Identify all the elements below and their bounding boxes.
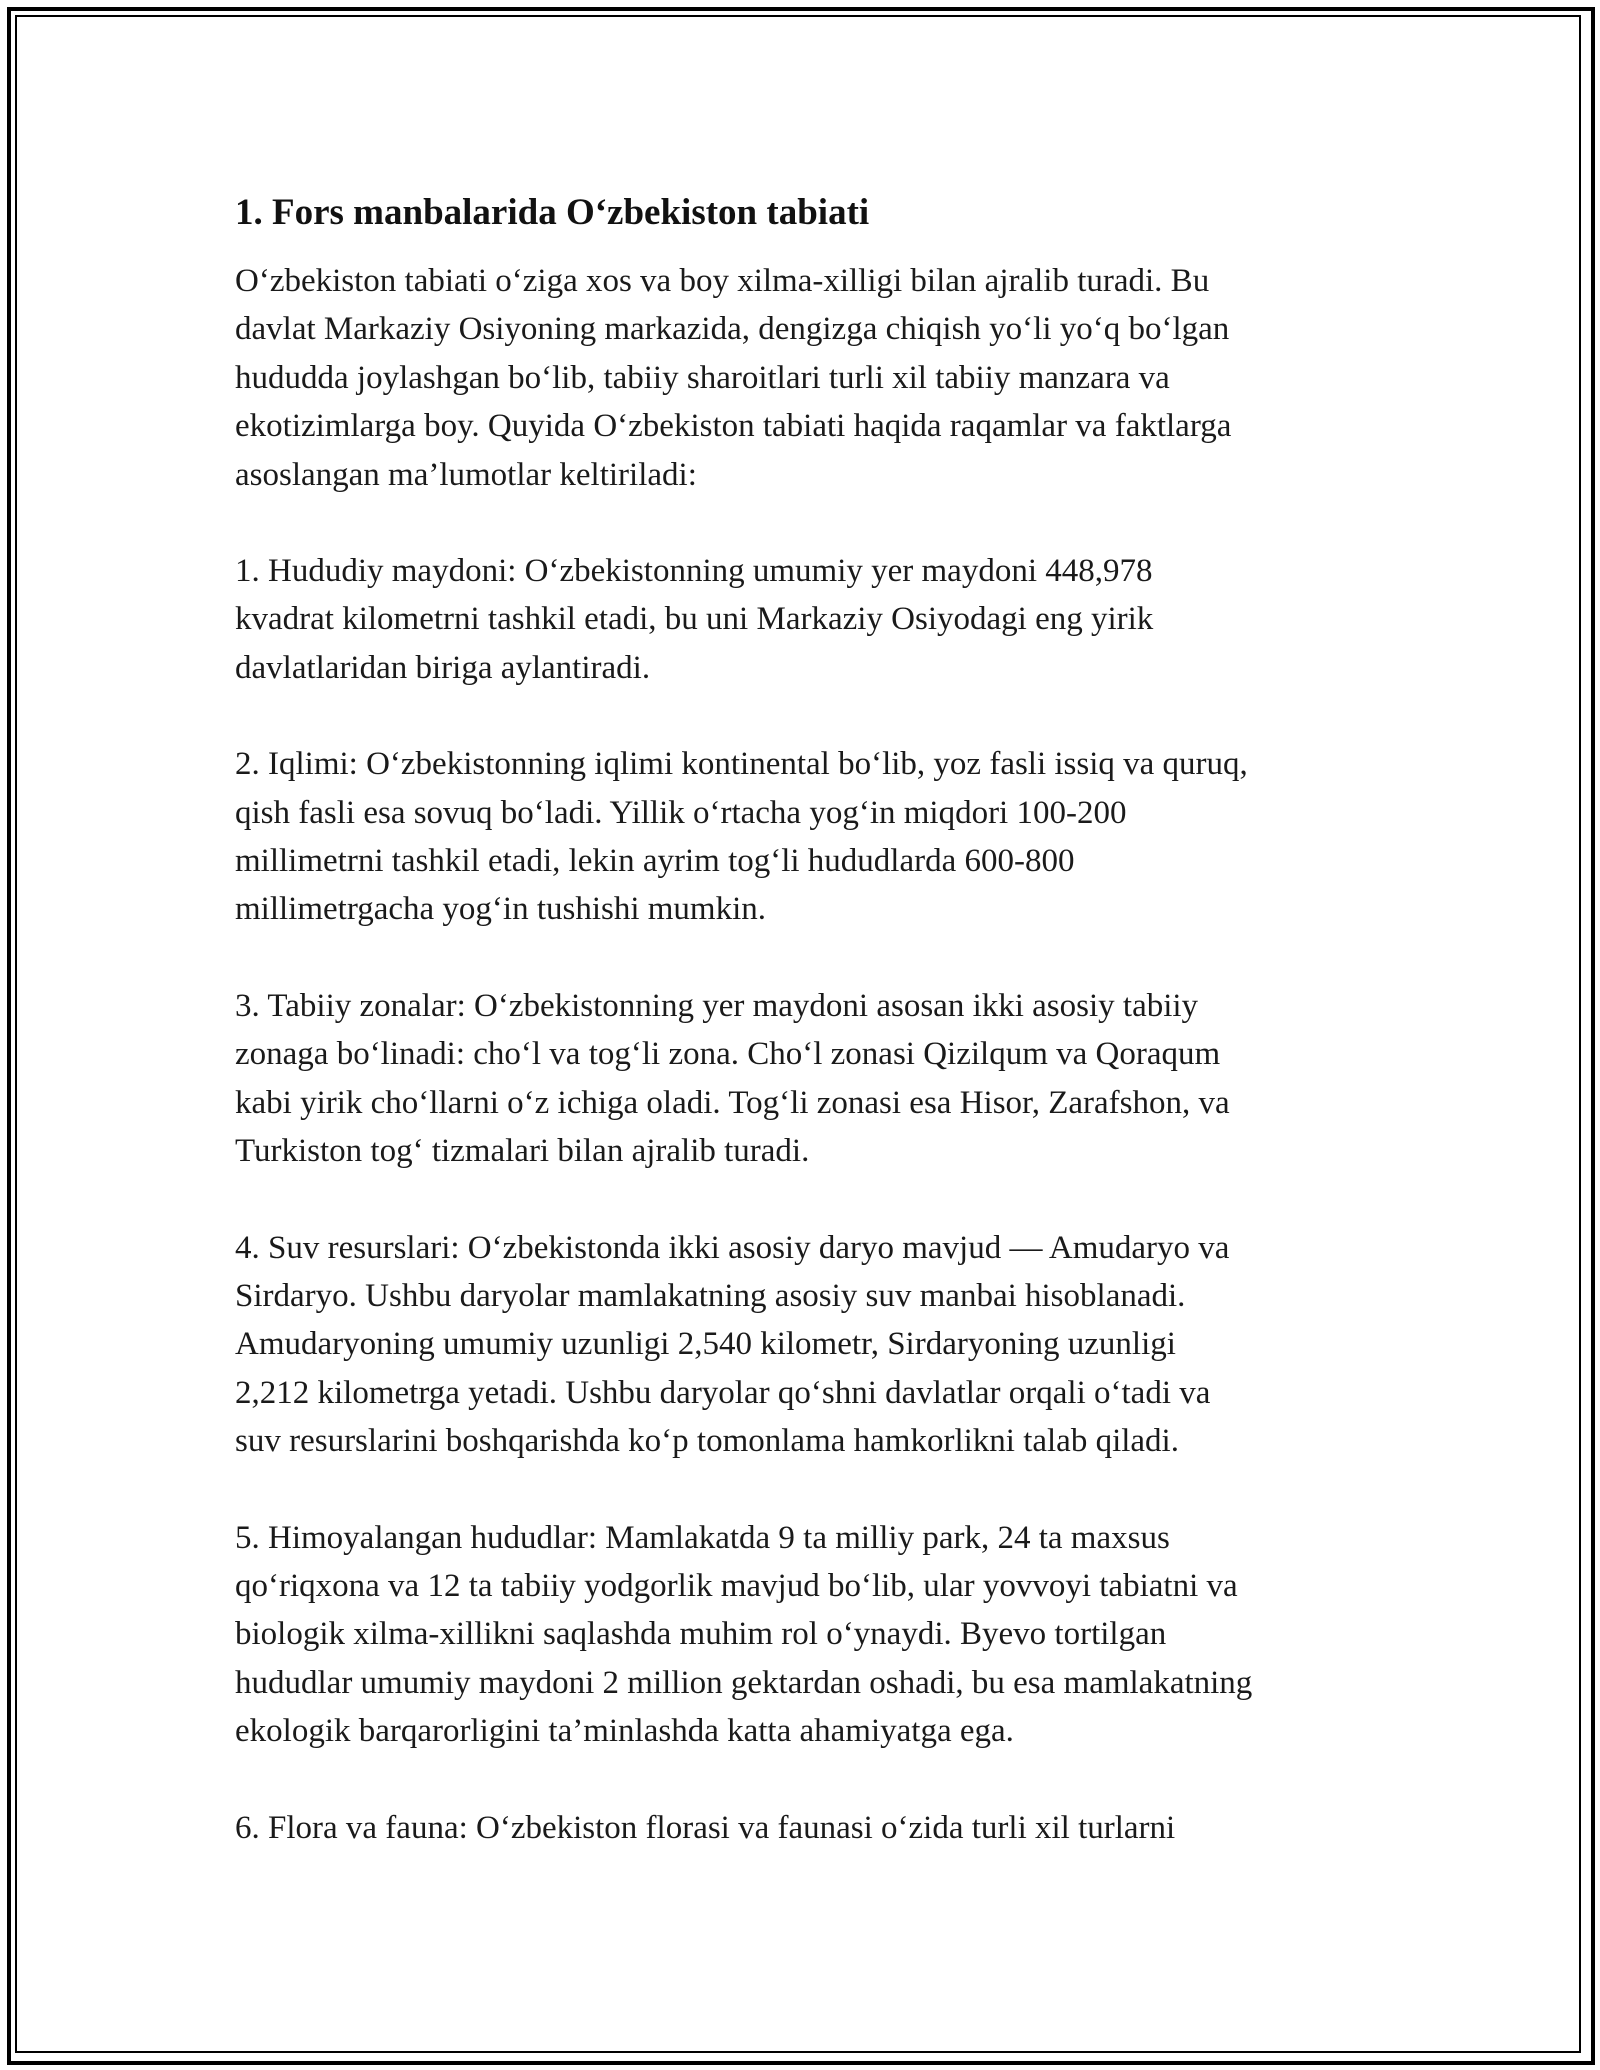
paragraph-intro: O‘zbekiston tabiati o‘ziga xos va boy xilma-xilligi bilan ajralib turadi. Bu davlat Markaziy Osiyoning markazida, dengizga chiqish yo‘li yo‘q bo‘lgan hududda joylashgan bo‘lib, tabiiy sharoitlari turli xil tabiiy manzara va ekotizimlarga boy. Quyida O‘zbekiston tabiati haqida raqamlar va faktlarga asoslangan ma’lumotlar keltiriladi: <box>235 263 1232 493</box>
paragraph-water-resources: 4. Suv resurslari: O‘zbekistonda ikki asosiy daryo mavjud — Amudaryo va Sirdaryo. Ushbu daryolar mamlakatning asosiy suv manbai hisoblanadi. Amudaryoning umumiy uzunligi 2,540 kilometr, Sirdaryoning uzunligi 2,212 kilometrga yetadi. Ushbu daryolar qo‘shni davlatlar orqali o‘tadi va suv resurslarini boshqarishda ko‘p tomonlama hamkorlikni talab qiladi. <box>235 1229 1230 1460</box>
paragraph-climate: 2. Iqlimi: O‘zbekistonning iqlimi kontinental bo‘lib, yoz fasli issiq va quruq, qish fasli esa sovuq bo‘ladi. Yillik o‘rtacha yog‘in miqdori 100-200 millimetrni tashkil etadi, lekin ayrim tog‘li hududlarda 600-800 millimetrgacha yog‘in tushishi mumkin. <box>235 746 1248 928</box>
paragraph-territory: 1. Hududiy maydoni: O‘zbekistonning umumiy yer maydoni 448,978 kvadrat kilometrni tashkil etadi, bu uni Markaziy Osiyodagi eng yirik davlatlaridan biriga aylantiradi. <box>235 553 1154 686</box>
paragraph-protected-areas: 5. Himoyalangan hududlar: Mamlakatda 9 ta milliy park, 24 ta maxsus qo‘riqxona va 12 ta tabiiy yodgorlik mavjud bo‘lib, ular yovvoyi tabiatni va biologik xilma-xillikni saqlashda muhim rol o‘ynaydi. Byevo tortilgan hududlar umumiy maydoni 2 million gektardan oshadi, bu esa mamlakatning ekologik barqarorligini ta’minlashda katta ahamiyatga ega. <box>235 1519 1253 1750</box>
paragraph-natural-zones: 3. Tabiiy zonalar: O‘zbekistonning yer maydoni asosan ikki asosiy tabiiy zonaga bo‘linadi: cho‘l va tog‘li zona. Cho‘l zonasi Qizilqum va Qoraqum kabi yirik cho‘llarni o‘z ichiga oladi. Tog‘li zonasi esa Hisor, Zarafshon, va Turkiston tog‘ tizmalari bilan ajralib turadi. <box>235 987 1230 1170</box>
document-body <box>235 185 1375 1900</box>
document-title: 1. Fors manbalarida O‘zbekiston tabiati <box>235 192 870 233</box>
paragraph-flora-fauna: 6. Flora va fauna: O‘zbekiston florasi va faunasi o‘zida turli xil turlarni <box>235 1809 1176 1846</box>
